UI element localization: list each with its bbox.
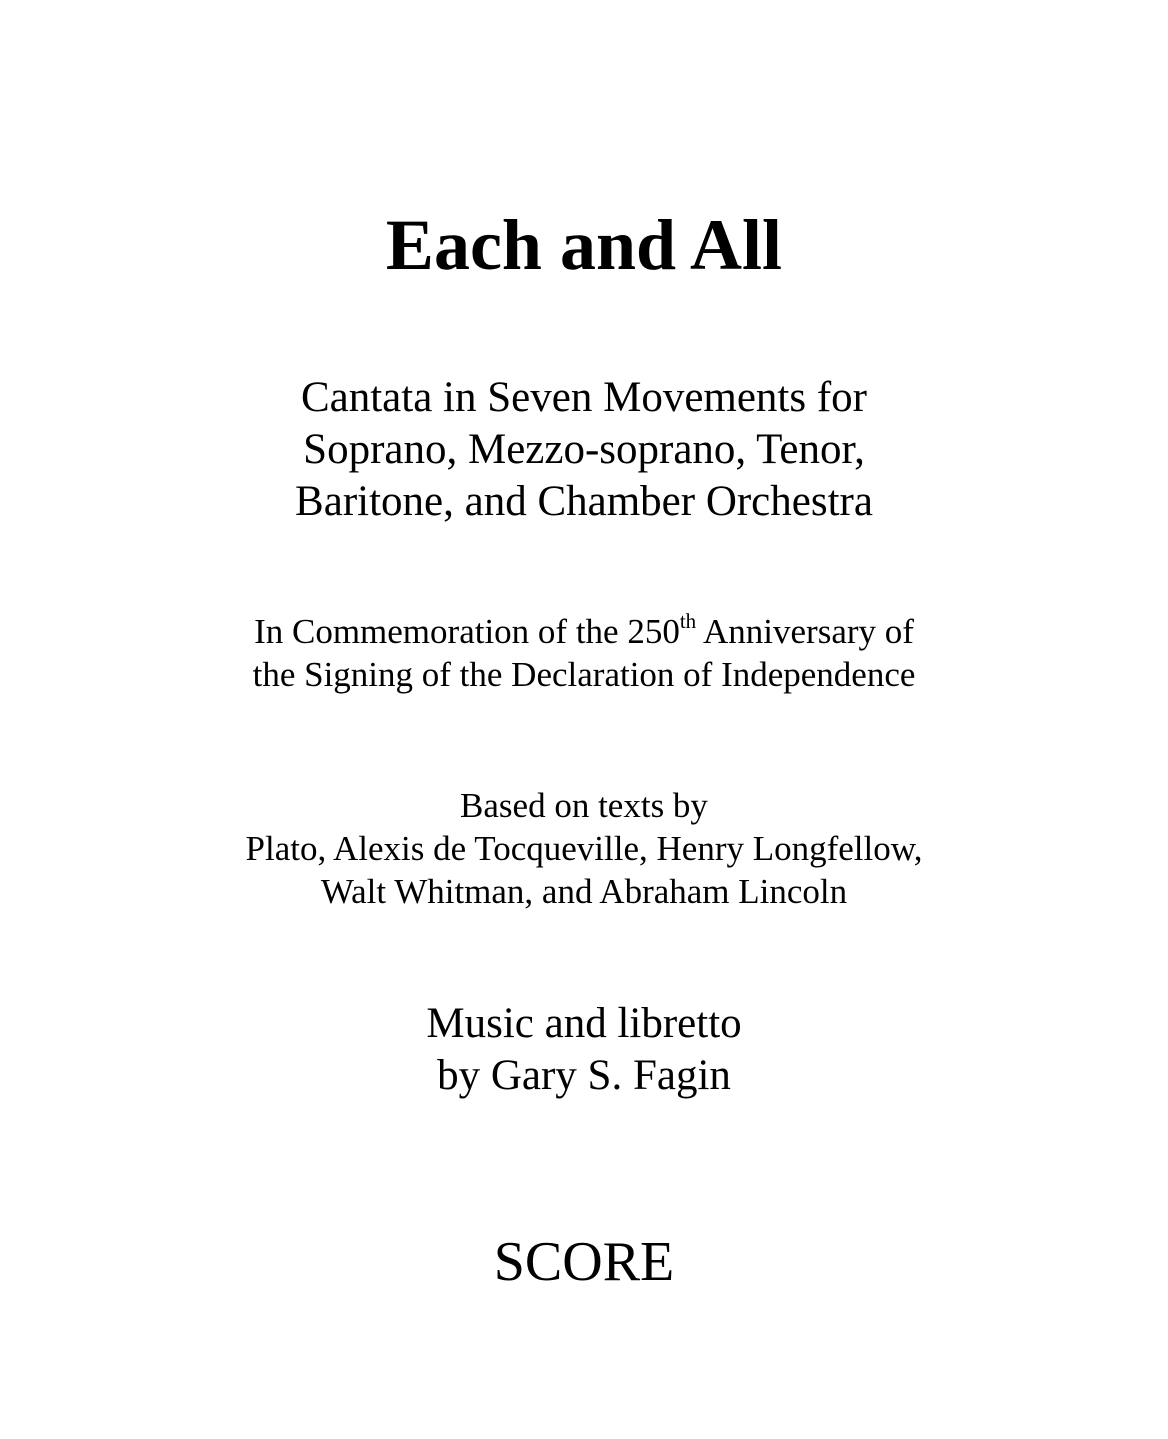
subtitle-line: Cantata in Seven Movements for	[300, 374, 868, 421]
commemoration-line: the Signing of the Declaration of Independence	[252, 655, 916, 694]
commemoration-text: Anniversary of	[696, 612, 914, 651]
subtitle-line: Soprano, Mezzo-soprano, Tenor,	[303, 426, 865, 473]
ordinal-superscript: th	[679, 609, 697, 634]
work-title-text: Each and All	[385, 205, 783, 285]
work-subtitle	[0, 372, 1168, 528]
work-title	[0, 200, 1168, 290]
commemoration-text: In Commemoration of the 250	[254, 612, 680, 651]
document-type-text: SCORE	[493, 1231, 675, 1293]
text-sources	[0, 784, 1168, 913]
commemoration-note	[0, 610, 1168, 696]
text-sources-line: Based on texts by	[460, 786, 708, 825]
commemoration-line	[0, 610, 1168, 653]
text-sources-line: Plato, Alexis de Tocqueville, Henry Longfellow,	[245, 829, 923, 868]
document-type-label	[0, 1228, 1168, 1296]
credit-line: Music and libretto	[426, 1000, 742, 1047]
composer-credit	[0, 998, 1168, 1102]
credit-line: by Gary S. Fagin	[437, 1052, 731, 1099]
text-sources-line: Walt Whitman, and Abraham Lincoln	[320, 872, 848, 911]
subtitle-line: Baritone, and Chamber Orchestra	[295, 478, 873, 525]
